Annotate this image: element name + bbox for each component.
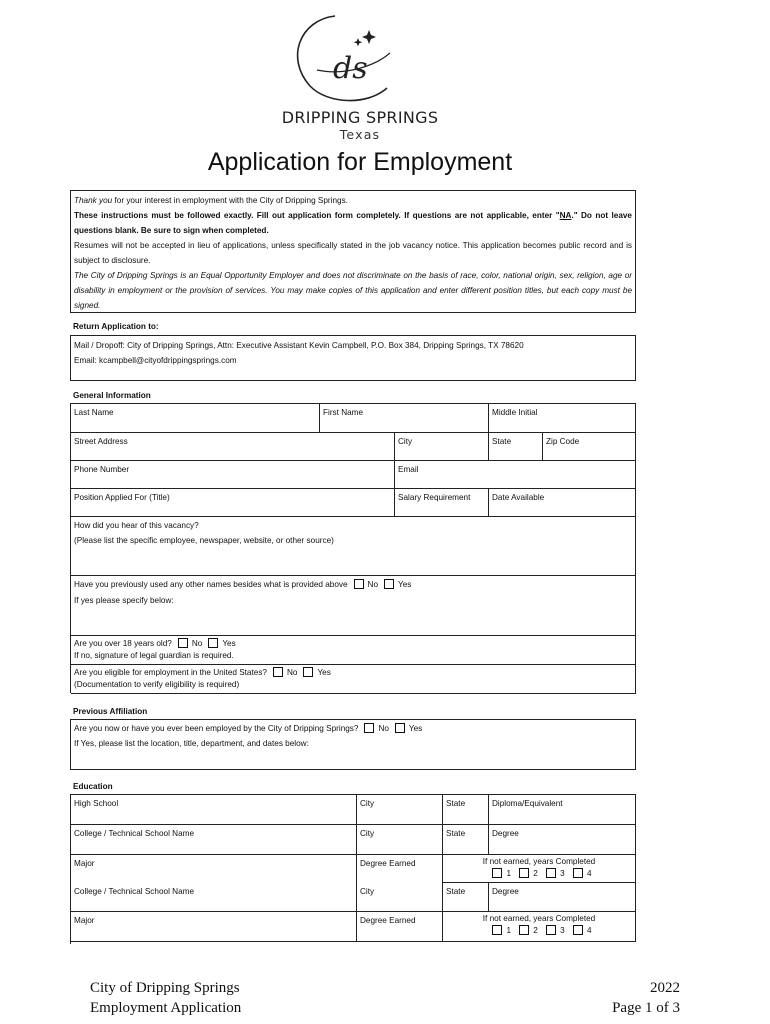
other-names-specify: If yes please specify below: xyxy=(74,596,174,605)
mail-address: Mail / Dropoff: City of Dripping Springs, Attn: Executive Assistant Kevin Campbell, P.O. Box 384, Dripping Springs, TX 78620 xyxy=(74,341,524,350)
eligibility-yes-checkbox[interactable] xyxy=(303,667,313,677)
no-label: No xyxy=(286,668,298,677)
age-question: Are you over 18 years old? xyxy=(74,639,172,648)
date-available-field[interactable]: Date Available xyxy=(489,489,636,517)
age-yes-checkbox[interactable] xyxy=(208,638,218,648)
no-label: No xyxy=(378,724,389,733)
high-school-field[interactable]: High School xyxy=(71,795,357,825)
year-label: 3 xyxy=(560,926,565,935)
years-completed-label: If not earned, years Completed xyxy=(482,857,596,866)
footer-doc-name: Employment Application xyxy=(90,1000,242,1016)
other-names-yes-checkbox[interactable] xyxy=(384,579,394,589)
intro-box xyxy=(70,190,636,313)
return-heading: Return Application to: xyxy=(73,322,159,331)
major-2-field[interactable]: Major xyxy=(71,912,357,942)
previous-no-checkbox[interactable] xyxy=(364,723,374,733)
eligibility-no-checkbox[interactable] xyxy=(273,667,283,677)
general-heading: General Information xyxy=(73,391,151,400)
middle-initial-field[interactable]: Middle Initial xyxy=(489,404,636,433)
city-field[interactable]: City xyxy=(395,433,489,461)
thank-you-line: Thank you for your interest in employment with the City of Dripping Springs. xyxy=(74,196,348,205)
yes-label: Yes xyxy=(222,639,236,648)
previous-row xyxy=(74,721,422,736)
education-grid xyxy=(70,794,636,944)
email-field[interactable]: Email xyxy=(395,461,636,489)
general-info-grid xyxy=(70,403,636,693)
other-names-field[interactable] xyxy=(71,576,636,636)
year-2-checkbox[interactable] xyxy=(519,868,529,878)
yes-label: Yes xyxy=(398,580,412,589)
first-name-field[interactable]: First Name xyxy=(320,404,489,433)
email-address[interactable]: Email: kcampbell@cityofdrippingsprings.com xyxy=(74,356,237,365)
eligibility-note: (Documentation to verify eligibility is required) xyxy=(74,680,240,689)
brand-name: DRIPPING SPRINGS xyxy=(281,108,439,127)
eligibility-question: Are you eligible for employment in the United States? xyxy=(74,668,267,677)
education-heading: Education xyxy=(73,782,113,791)
major-1-field[interactable]: Major xyxy=(71,855,357,883)
college-1-state-field[interactable]: State xyxy=(443,825,489,855)
vacancy-question-note: (Please list the specific employee, newspaper, website, or other source) xyxy=(74,536,334,545)
college-1-degree-field[interactable]: Degree xyxy=(489,825,636,855)
footer-right xyxy=(612,978,680,1018)
previous-heading: Previous Affiliation xyxy=(73,707,148,716)
hs-state-field[interactable]: State xyxy=(443,795,489,825)
college-2-field[interactable]: College / Technical School Name xyxy=(71,883,357,912)
instructions-text: These instructions must be followed exactly. Fill out application form completely. If questions are not applicable, enter "NA." Do not leave questions blank. Be sure to sign when completed. xyxy=(74,211,632,235)
age-field xyxy=(71,636,636,665)
previous-question: Are you now or have you ever been employed by the City of Dripping Springs? xyxy=(74,724,359,733)
year-3-checkbox[interactable] xyxy=(546,925,556,935)
footer-org: City of Dripping Springs xyxy=(90,980,240,996)
other-names-question: Have you previously used any other names besides what is provided above xyxy=(74,580,348,589)
eligibility-field xyxy=(71,665,636,694)
position-field[interactable]: Position Applied For (Title) xyxy=(71,489,395,517)
year-label: 1 xyxy=(506,926,512,935)
hs-city-field[interactable]: City xyxy=(357,795,443,825)
footer-year: 2022 xyxy=(650,980,680,996)
year-1-checkbox[interactable] xyxy=(492,868,502,878)
years-completed-2 xyxy=(443,912,636,942)
year-4-checkbox[interactable] xyxy=(573,925,583,935)
yes-label: Yes xyxy=(317,668,331,677)
logo-circle-icon xyxy=(255,8,445,113)
previous-detail: If Yes, please list the location, title, department, and dates below: xyxy=(74,739,309,748)
no-label: No xyxy=(367,580,378,589)
footer-left xyxy=(90,978,241,1018)
age-note: If no, signature of legal guardian is required. xyxy=(74,651,234,660)
svg-text:ds: ds xyxy=(333,51,368,86)
degree-earned-2-field[interactable]: Degree Earned xyxy=(357,912,443,942)
diploma-field[interactable]: Diploma/Equivalent xyxy=(489,795,636,825)
eoe-text: The City of Dripping Springs is an Equal Opportunity Employer and does not discriminate on the basis of race, color, national origin, sex, religion, age or disability in employment or the provision of services. You may make copies of this application and enter different position titles, but each copy must be signed. xyxy=(74,271,632,310)
footer-page-number: Page 1 of 3 xyxy=(612,1000,680,1016)
degree-earned-1-field[interactable]: Degree Earned xyxy=(357,855,443,883)
previous-affiliation-box[interactable] xyxy=(70,719,636,770)
yes-label: Yes xyxy=(408,724,423,733)
year-2-checkbox[interactable] xyxy=(519,925,529,935)
year-3-checkbox[interactable] xyxy=(546,868,556,878)
last-name-field[interactable]: Last Name xyxy=(71,404,320,433)
years-completed-1 xyxy=(443,855,636,883)
state-field[interactable]: State xyxy=(489,433,543,461)
eligibility-row xyxy=(74,667,632,679)
year-label: 1 xyxy=(506,869,512,878)
college-1-city-field[interactable]: City xyxy=(357,825,443,855)
year-label: 2 xyxy=(533,869,538,878)
salary-field[interactable]: Salary Requirement xyxy=(395,489,489,517)
no-label: No xyxy=(191,639,203,648)
return-box xyxy=(70,335,636,381)
year-label: 4 xyxy=(586,926,592,935)
year-label: 4 xyxy=(586,869,592,878)
previous-yes-checkbox[interactable] xyxy=(395,723,405,733)
college-2-state-field[interactable]: State xyxy=(443,883,489,912)
college-2-city-field[interactable]: City xyxy=(357,883,443,912)
college-1-field[interactable]: College / Technical School Name xyxy=(71,825,357,855)
years-checkbox-row xyxy=(446,925,632,937)
brand-state: Texas xyxy=(339,127,381,142)
year-4-checkbox[interactable] xyxy=(573,868,583,878)
year-1-checkbox[interactable] xyxy=(492,925,502,935)
college-2-degree-field[interactable]: Degree xyxy=(489,883,636,912)
age-no-checkbox[interactable] xyxy=(178,638,188,648)
years-completed-label: If not earned, years Completed xyxy=(482,914,596,923)
age-row xyxy=(74,638,632,650)
vacancy-question: How did you hear of this vacancy? xyxy=(74,521,199,530)
street-address-field[interactable]: Street Address xyxy=(71,433,395,461)
phone-field[interactable]: Phone Number xyxy=(71,461,395,489)
year-label: 3 xyxy=(560,869,565,878)
other-names-row xyxy=(74,578,632,591)
page-title: Application for Employment xyxy=(207,148,513,176)
resumes-text: Resumes will not be accepted in lieu of applications, unless specifically stated in the job vacancy notice. This application becomes public record and is subject to disclosure. xyxy=(74,241,632,265)
other-names-no-checkbox[interactable] xyxy=(354,579,364,589)
years-checkbox-row xyxy=(446,868,632,880)
zip-field[interactable]: Zip Code xyxy=(543,433,636,461)
year-label: 2 xyxy=(533,926,538,935)
vacancy-source-field[interactable] xyxy=(71,517,636,576)
